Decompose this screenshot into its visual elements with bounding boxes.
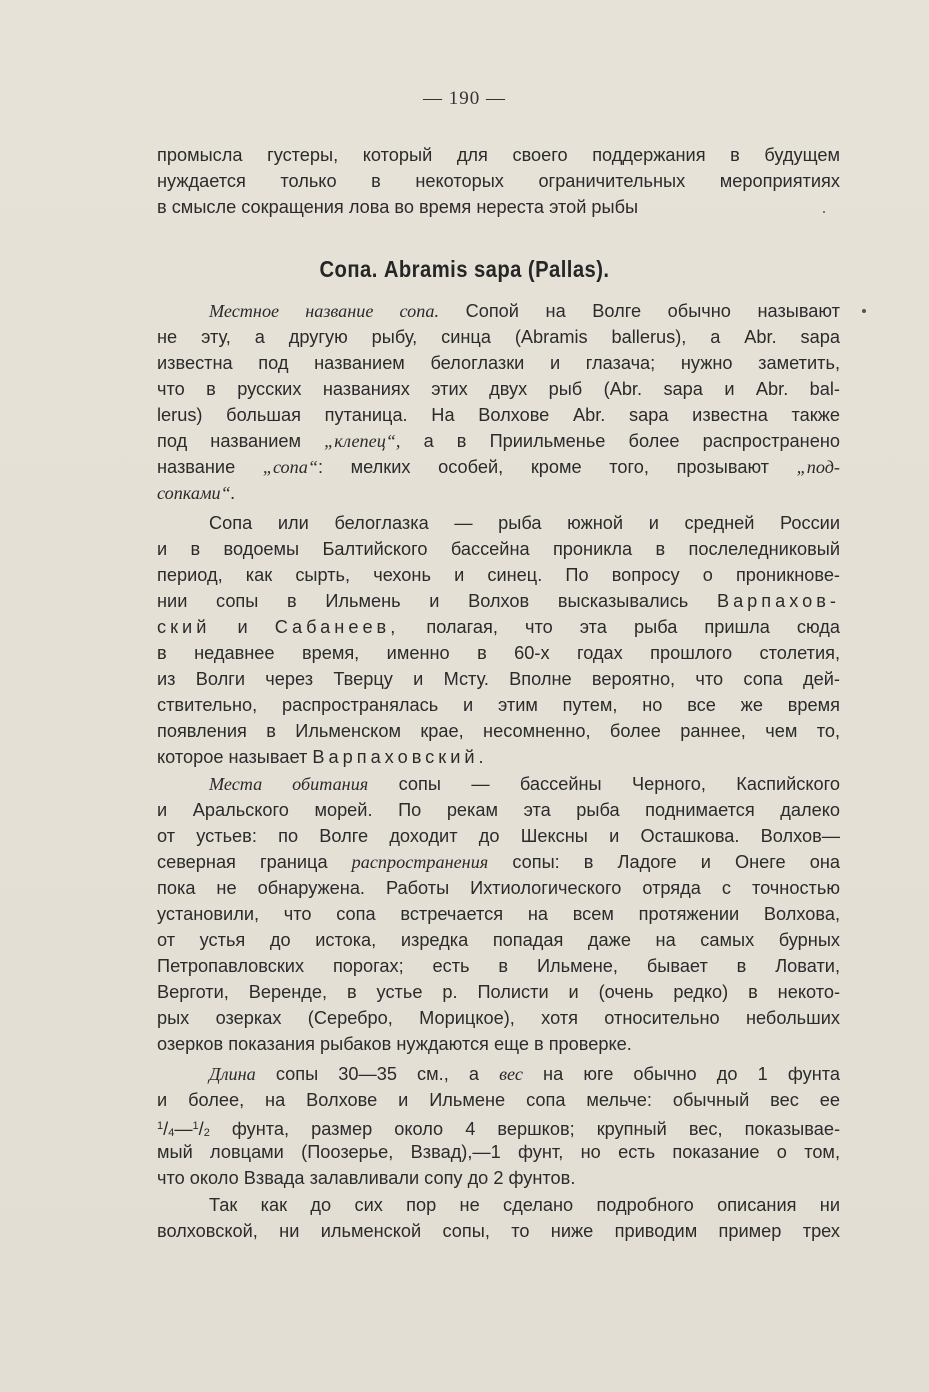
text-span: сопы 30—35 см., а	[255, 1064, 500, 1084]
text-line: появления в Ильменском крае, несомненно, более раннее, чем то,	[157, 721, 840, 741]
fraction-numerator: 1	[157, 1120, 164, 1132]
text-line: что около Взвада залавливали сопу до 2 фунтов.	[157, 1168, 576, 1188]
text-line: и в водоемы Балтийского бассейна проникла в послеледниковый	[157, 539, 840, 559]
text-line	[157, 588, 840, 614]
text-span: сопы — бассейны Черного, Каспийского	[368, 774, 840, 794]
italic-term: „сопа“	[262, 457, 318, 477]
text-line: Верготи, Веренде, в устье р. Полисти и (очень редко) в некото-	[157, 982, 840, 1002]
text-line: и Аральского морей. По рекам эта рыба поднимается далеко	[157, 800, 840, 820]
paragraph-local-name	[157, 298, 840, 506]
text-line	[157, 614, 840, 640]
text-line: в смысле сокращения лова во время нереста этой рыбы	[157, 197, 639, 217]
paragraph-description	[157, 1192, 840, 1244]
text-line	[157, 849, 840, 875]
scan-speck	[862, 309, 866, 313]
fraction-slash: /	[163, 1119, 169, 1139]
text-line: Петропавловских порогах; есть в Ильмене, бывает в Ловати,	[157, 956, 840, 976]
spaced-name: Варпаховский.	[312, 747, 488, 767]
paragraph-habitat	[157, 771, 840, 1057]
text-line: рых озерках (Серебро, Морицкое), хотя относительно небольших	[157, 1008, 840, 1028]
text-line	[157, 454, 840, 480]
text-line: промысла густеры, который для своего поддержания в будущем	[157, 145, 840, 165]
text-span: а в Приильменье более распространено	[400, 431, 840, 451]
text-line: озерков показания рыбаков нуждаются еще в проверке.	[157, 1034, 632, 1054]
fraction-slash: /	[198, 1119, 204, 1139]
scan-speck	[823, 211, 825, 213]
italic-term: Длина	[209, 1064, 256, 1084]
text-line	[157, 744, 840, 770]
text-line	[157, 771, 840, 797]
text-line: Так как до сих пор не сделано подробного описания ни	[209, 1195, 840, 1215]
text-line: установили, что сопа встречается на всем протяжении Волхова,	[157, 904, 840, 924]
text-line: не эту, а другую рыбу, синца (Abramis ballerus), а Abr. sapa	[157, 327, 840, 347]
text-line	[157, 298, 840, 324]
text-line: Сопа или белоглазка — рыба южной и средней России	[209, 513, 840, 533]
text-line: от устья до истока, изредка попадая даже на самых бурных	[157, 930, 840, 950]
text-line: от устьев: по Волге доходит до Шексны и Осташкова. Волхов—	[157, 826, 840, 846]
text-line: что в русских названиях этих двух рыб (Abr. sapa и Abr. bal-	[157, 379, 840, 399]
italic-term: вес	[499, 1064, 523, 1084]
text-span: : мелких особей, кроме того, прозывают	[317, 457, 797, 477]
text-line: нуждается только в некоторых ограничительных мероприятиях	[157, 171, 840, 191]
text-span: фунта, размер около 4 вершков; крупный вес, показывае-	[209, 1119, 840, 1139]
text-line: ствительно, распространялась и этим путем, но все же время	[157, 695, 840, 715]
page-number: — 190 —	[423, 88, 506, 109]
text-span: сопы: в Ладоге и Онеге она	[488, 852, 840, 872]
text-line: из Волги через Тверцу и Мсту. Вполне вероятно, что сопа дей-	[157, 669, 840, 689]
paragraph-size	[157, 1061, 840, 1191]
text-line: сопками“.	[157, 483, 236, 503]
text-span: полагая, что эта рыба пришла сюда	[399, 617, 840, 637]
italic-term: Местное название сопа.	[209, 301, 439, 321]
text-line	[157, 1061, 840, 1087]
italic-term: Места обитания	[209, 774, 369, 794]
text-line: и более, на Волхове и Ильмене сопа мельче: обычный вес ее	[157, 1090, 840, 1110]
text-span: название	[157, 457, 263, 477]
text-span: Сопой на Волге обычно называют	[439, 301, 840, 321]
text-line: период, как сырть, чехонь и синец. По вопросу о проникнове-	[157, 565, 840, 585]
fraction-denominator: 4	[168, 1127, 175, 1139]
text-span: —	[174, 1119, 193, 1139]
text-span: нии сопы в Ильмень и Волхов высказывались	[157, 591, 717, 611]
text-line: волховской, ни ильменской сопы, то ниже приводим пример трех	[157, 1221, 840, 1241]
fraction-numerator: 1	[192, 1120, 199, 1132]
paragraph-origin	[157, 510, 840, 770]
italic-term: „клепец“,	[324, 431, 401, 451]
text-span: и	[210, 617, 275, 637]
text-line: известна под названием белоглазки и глазача; нужно заметить,	[157, 353, 840, 373]
text-line: мый ловцами (Поозерье, Взвад),—1 фунт, но есть показание о том,	[157, 1142, 840, 1162]
italic-term: распространения	[351, 852, 489, 872]
text-span: под названием	[157, 431, 325, 451]
text-line: пока не обнаружена. Работы Ихтиологического отряда с точностью	[157, 878, 840, 898]
text-span: которое называет	[157, 747, 313, 767]
section-heading: Сопа. Abramis sapa (Pallas).	[319, 256, 610, 282]
spaced-name: Сабанеев,	[274, 617, 400, 637]
fraction-denominator: 2	[203, 1127, 210, 1139]
text-line: в недавнее время, именно в 60-х годах прошлого столетия,	[157, 643, 840, 663]
text-span: северная граница	[157, 852, 352, 872]
text-line	[157, 428, 840, 454]
spaced-name: Варпахов-	[716, 591, 840, 611]
text-line: lerus) большая путаница. На Волхове Abr. sapa известна также	[157, 405, 840, 425]
text-span: на юге обычно до 1 фунта	[522, 1064, 840, 1084]
intro-paragraph	[157, 142, 840, 220]
text-line	[157, 1113, 840, 1139]
spaced-name: ский	[157, 617, 211, 637]
italic-term: „под-	[796, 457, 840, 477]
